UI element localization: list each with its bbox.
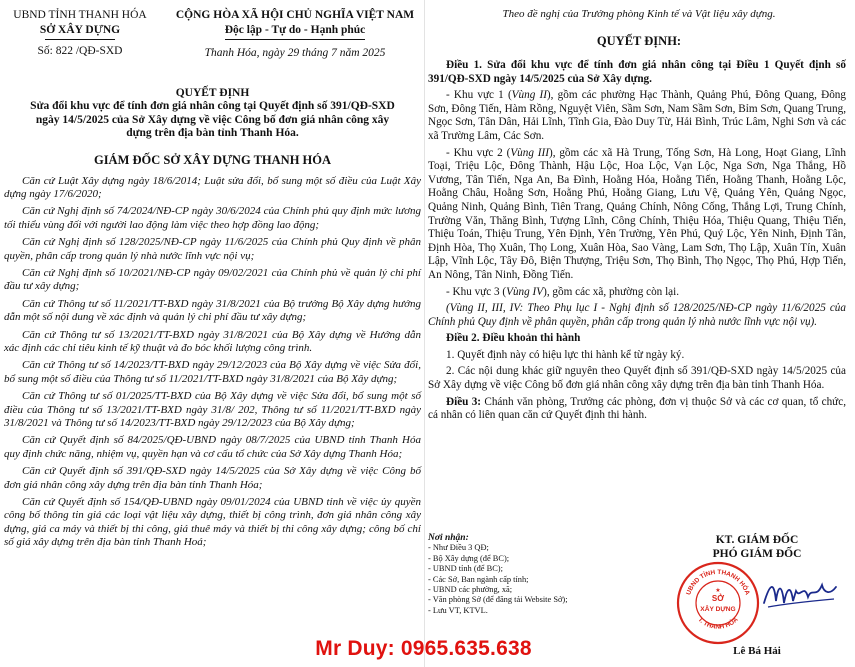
legal-bases [0, 175, 425, 550]
recipient-item: - UBND các phường, xã; [428, 585, 513, 595]
article-3-paragraph [428, 396, 850, 423]
proposal-line: Theo đề nghị của Trưởng phòng Kinh tế và Vật liệu xây dựng. [502, 8, 776, 20]
seal-center-line-2: XÂY DỰNG [700, 606, 736, 613]
document-title: QUYẾT ĐỊNH [175, 87, 250, 99]
zone-3-paragraph [428, 286, 850, 300]
zone-1-paragraph [428, 89, 850, 143]
zone-2-head: - Khu vực 2 ( [446, 146, 511, 159]
legal-basis-item: Căn cứ Thông tư số 11/2021/TT-BXD ngày 31/8/2021 của Bộ trưởng Bộ Xây dựng hướng dẫn một số nội dung về xác định và quản lý chi phí đầu tư xây dựng; [4, 297, 421, 324]
right-column [428, 0, 850, 657]
decision-heading: QUYẾT ĐỊNH: [596, 34, 682, 48]
official-seal [676, 561, 760, 645]
zone-2-paragraph [428, 147, 850, 283]
department-name: SỞ XÂY DỰNG [39, 24, 121, 36]
zone-note-text: (Vùng II, III, IV: Theo Phụ lục I - Nghị định số 128/2025/NĐ-CP ngày 11/6/2025 của Chính phủ Quy định về phân quyền, phân cấp trong quản lý nhà nước lĩnh vực nội vụ). [428, 302, 846, 328]
legal-basis-item: Căn cứ Quyết định số 154/QĐ-UBND ngày 09/01/2024 của UBND tỉnh về việc ủy quyền công bố thông tin giá các loại vật liệu xây dựng, thiết bị công trình, đơn giá nhân công xây dựng, giá ca máy và thiết bị thi công, giá thuê máy và thiết bị thi công xây dựng; công bố chỉ số giá xây dựng trên địa bàn tỉnh Thanh Hoá; [4, 496, 421, 549]
legal-basis-item: Căn cứ Nghị định số 128/2025/NĐ-CP ngày 11/6/2025 của Chính phủ Quy định về phân quyền, phân cấp trong quản lý nhà nước lĩnh vực nội vụ; [4, 236, 421, 262]
zone-1-head: - Khu vực 1 ( [446, 89, 512, 102]
on-behalf-line: KT. GIÁM ĐỐC [715, 534, 799, 546]
article-2-clause-2: 2. Các nội dung khác giữ nguyên theo Quyết định số 391/QĐ-SXD ngày 14/5/2025 của Sở Xây dựng về việc Công bố đơn giá nhân công xây dựng trên địa bàn tỉnh Thanh Hóa. [428, 365, 846, 392]
legal-basis-item: Căn cứ Quyết định số 391/QĐ-SXD ngày 14/5/2025 của Sở Xây dựng về việc Công bố đơn giá nhân công xây dựng trên địa bàn tỉnh Thanh Hóa; [4, 465, 421, 491]
legal-basis-item: Căn cứ Nghị định số 10/2021/NĐ-CP ngày 09/02/2021 của Chính phủ về quản lý chi phí đầu tư xây dựng; [4, 266, 421, 293]
article-2-title-text: Điều 2. Điều khoản thi hành [446, 332, 581, 345]
signature-block [664, 533, 850, 657]
legal-basis-item: Căn cứ Quyết định số 84/2025/QĐ-UBND ngày 08/7/2025 của UBND tỉnh Thanh Hóa quy định chức năng, nhiệm vụ, quyền hạn và cơ cấu tổ chức của Sở Xây dựng Thanh Hóa; [4, 434, 421, 460]
document-header [0, 0, 425, 82]
recipients-list [428, 533, 603, 616]
handwritten-signature [760, 573, 840, 613]
agency-underline [45, 39, 115, 40]
legal-basis-item: Căn cứ Thông tư số 13/2021/TT-BXD ngày 31/8/2021 của Bộ Xây dựng về Hướng dẫn xác định các chỉ tiêu kinh tế kỹ thuật và đo bóc khối lượng công trình. [4, 328, 421, 354]
recipient-item: - Lưu VT, KTVL. [428, 605, 488, 615]
legal-basis-item: Căn cứ Luật Xây dựng ngày 18/6/2014; Luật sửa đổi, bổ sung một số điều của Luật Xây dựng ngày 17/6/2020; [4, 174, 421, 200]
article-2-clause-1: 1. Quyết định này có hiệu lực thi hành kể từ ngày ký. [446, 348, 685, 361]
zone-1-body: ), gồm các phường Hạc Thành, Quảng Phú, Đông Quang, Đông Sơn, Đông Tiến, Hàm Rồng, Nguyệt Viên, Sầm Sơn, Nam Sầm Sơn, Bỉm Sơn, Quang Trung, Ngọc Sơn, Tân Dân, Hải Lĩnh, Tĩnh Gia, Đào Duy Từ, Hải Bình, Trúc Lâm, Nghi Sơn và các xã Trường Lâm, Các Sơn. [428, 89, 846, 142]
recipient-item: - UBND tỉnh (để BC); [428, 564, 503, 574]
article-3-label: Điều 3: [446, 395, 482, 408]
zone-3-body: ), gồm các xã, phường còn lại. [543, 285, 680, 298]
recipient-item: - Như Điều 3 QĐ; [428, 543, 489, 553]
contact-text: Mr Duy: 0965.635.638 [315, 637, 532, 660]
seal-top-text: UBND TỈNH THANH HÓA [685, 568, 751, 596]
contact-overlay [0, 637, 855, 661]
recipient-item: - Văn phòng Sở (để đăng tải Website Sở); [428, 595, 568, 605]
seal-star-icon: ★ [715, 588, 721, 594]
zone-3-region: Vùng IV [506, 285, 544, 298]
document-number: Số: 822 /QĐ-SXD [37, 45, 123, 57]
article-1-title [428, 59, 850, 86]
legal-basis-item: Căn cứ Thông tư số 01/2025/TT-BXD của Bộ Xây dựng về việc Sửa đổi, bổ sung một số điều của Thông tư số 13/2021/TT-BXD ngày 31/8/ 202, Thông tư số 11/2021/TT-BXD ngày 31/8/2021 và Thông tư số 14/2023/TT-BXD ngày 29/12/2023 của Bộ Xây dựng; [4, 390, 421, 429]
legal-basis-item: Căn cứ Nghị định số 74/2024/NĐ-CP ngày 30/6/2024 của Chính phủ quy định mức lương tối thiểu vùng đối với người lao động làm việc theo hợp đồng lao động; [4, 205, 421, 231]
recipient-item: - Các Sở, Ban ngành cấp tỉnh; [428, 574, 529, 584]
recipient-item: - Bộ Xây dựng (để BC); [428, 553, 510, 563]
seal-center-line-1: SỞ [711, 594, 725, 603]
document-subtitle: Sửa đổi khu vực để tính đơn giá nhân công tại Quyết định số 391/QĐ-SXD ngày 14/5/2025 của Sở Xây dựng về việc Công bố đơn giá nhân công xây dựng trên địa bàn tỉnh Thanh Hóa. [30, 100, 395, 139]
article-1-title-text: Điều 1. Sửa đổi khu vực để tính đơn giá nhân công tại Điều 1 Quyết định số 391/QĐ-SXD ngày 14/5/2025 của Sở Xây dựng. [428, 59, 846, 85]
article-3-body: Chánh văn phòng, Trưởng các phòng, đơn vị thuộc Sở và các cơ quan, tổ chức, cá nhân có liên quan căn cứ Quyết định thi hành. [428, 395, 846, 422]
zone-3-head: - Khu vực 3 ( [446, 285, 507, 298]
signer-position: PHÓ GIÁM ĐỐC [712, 548, 802, 560]
article-2-title [428, 332, 850, 346]
legal-basis-item: Căn cứ Thông tư số 14/2023/TT-BXD ngày 29/12/2023 của Bộ Xây dựng về việc Sửa đổi, bổ sung một số điều của Thông tư số 11/2021/TT-BXD ngày 31/8/2021 của Bộ Xây dựng; [4, 359, 421, 385]
document-date: Thanh Hóa, ngày 29 tháng 7 năm 2025 [204, 47, 386, 59]
zone-2-body: ), gồm các xã Hà Trung, Tống Sơn, Hà Long, Hoạt Giang, Lĩnh Toại, Triệu Lộc, Đông Thành, Hậu Lộc, Hoa Lộc, Vạn Lộc, Nga Sơn, Nga Thắng, Hồ Vương, Tân Tiến, Nga An, Ba Đình, Hoằng Hóa, Hoằng Tiến, Hoằng Thanh, Hoằng Lộc, Hoằng Châu, Hoằng Sơn, Hoằng Phú, Hoằng Giang, Lưu Vệ, Quảng Yên, Quảng Ngọc, Quảng Ninh, Quảng Bình, Tiên Trang, Quảng Chính, Nông Cống, Thắng Lợi, Trung Chính, Trường Văn, Thăng Bình, Tượng Lĩnh, Công Chính, Thiệu Hóa, Thiệu Quang, Thiệu Tiến, Thiệu Toán, Thiệu Trung, Yên Định, Yên Trường, Yên Phú, Quý Lộc, Yên Ninh, Định Tân, Định Hòa, Thọ Xuân, Thọ Long, Xuân Hòa, Sao Vàng, Lam Sơn, Thọ Lập, Xuân Tín, Xuân Lập, Vĩnh Lộc, Tây Đô, Biện Thượng, Triệu Sơn, Thọ Bình, Thọ Ngọc, Thọ Phú, Hợp Tiến, An Nông, Tân Ninh, Đồng Tiến. [428, 146, 846, 281]
zone-2-region: Vùng III [510, 146, 549, 159]
motto-underline [225, 39, 365, 40]
national-heading-block [170, 8, 420, 61]
zone-1-region: Vùng II [511, 89, 547, 102]
national-motto: Độc lập - Tự do - Hạnh phúc [224, 24, 366, 36]
issuing-agency-block [0, 8, 160, 59]
director-heading: GIÁM ĐỐC SỞ XÂY DỰNG THANH HÓA [93, 152, 332, 167]
zone-note [428, 302, 850, 329]
left-column [0, 0, 425, 554]
recipients-label: Nơi nhận: [428, 533, 469, 543]
seal-bottom-text: T. THANH HÓA [696, 616, 740, 631]
agency-name: UBND TỈNH THANH HÓA [13, 9, 147, 21]
signer-name: Lê Bá Hải [733, 645, 781, 657]
nation-name: CỘNG HÒA XÃ HỘI CHỦ NGHĨA VIỆT NAM [175, 9, 415, 21]
